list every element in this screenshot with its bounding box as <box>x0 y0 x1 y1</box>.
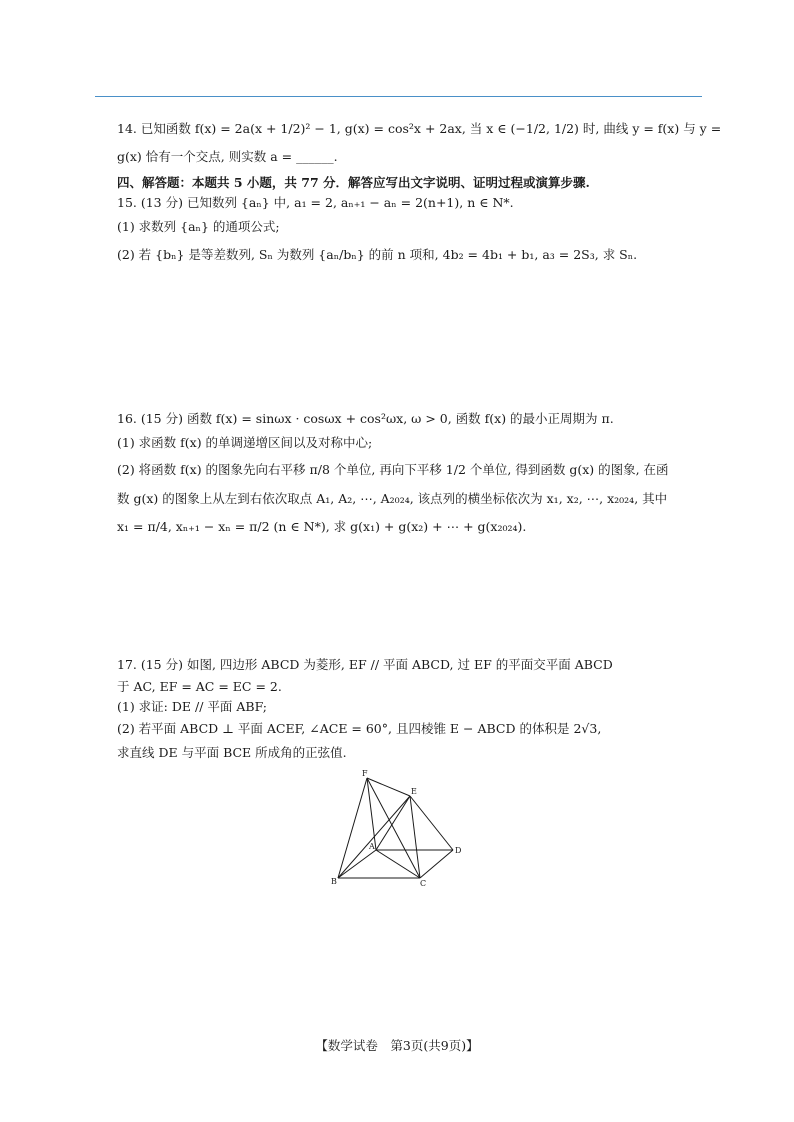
edge-cd <box>420 850 453 878</box>
edge-fb <box>338 778 367 878</box>
q17-stem-line2: 于 AC, EF = AC = EC = 2. <box>117 679 282 694</box>
page-footer: 【数学试卷 第3页(共9页)】 <box>315 1038 479 1053</box>
geometry-figure <box>325 770 475 888</box>
label-f: F <box>362 770 368 778</box>
q15-part2: (2) 若 {bₙ} 是等差数列, Sₙ 为数列 {aₙ/bₙ} 的前 n 项和, 4b₂ = 4b₁ + b₁, a₃ = 2S₃, 求 Sₙ. <box>117 247 638 262</box>
label-b: B <box>331 877 337 886</box>
q17-stem-line1: 17. (15 分) 如图, 四边形 ABCD 为菱形, EF // 平面 ABCD, 过 EF 的平面交平面 ABCD <box>117 657 613 672</box>
section-heading: 四、解答题：本题共 5 小题，共 77 分．解答应写出文字说明、证明过程或演算步骤. <box>117 175 590 190</box>
header-rule <box>95 96 702 97</box>
q17-part1: (1) 求证: DE // 平面 ABF; <box>117 699 268 714</box>
q16-part1: (1) 求函数 f(x) 的单调递增区间以及对称中心; <box>117 435 373 450</box>
edge-fe <box>367 778 410 796</box>
edge-ec <box>410 796 420 878</box>
q17-part2-line1: (2) 若平面 ABCD ⊥ 平面 ACEF, ∠ACE = 60°, 且四棱锥 E − ABCD 的体积是 2√3, <box>117 721 602 736</box>
q15-part1: (1) 求数列 {aₙ} 的通项公式; <box>117 219 280 234</box>
q15-stem: 15. (13 分) 已知数列 {aₙ} 中, a₁ = 2, aₙ₊₁ − aₙ = 2(n+1), n ∈ N*. <box>117 195 514 210</box>
label-c: C <box>420 879 427 888</box>
q16-stem: 16. (15 分) 函数 f(x) = sinωx · cosωx + cos²ωx, ω > 0, 函数 f(x) 的最小正周期为 π. <box>117 411 614 426</box>
q14-line2: g(x) 恰有一个交点, 则实数 a = ______. <box>117 149 338 164</box>
q14-line1: 14. 已知函数 f(x) = 2a(x + 1/2)² − 1, g(x) = cos²x + 2ax, 当 x ∈ (−1/2, 1/2) 时, 曲线 y = f(x) 与 y = <box>117 121 722 136</box>
edge-eb <box>338 796 410 878</box>
label-d: D <box>455 846 462 855</box>
q17-part2-line2: 求直线 DE 与平面 BCE 所成角的正弦值. <box>117 745 347 760</box>
label-e: E <box>411 787 417 796</box>
q16-part2-line3: x₁ = π/4, xₙ₊₁ − xₙ = π/2 (n ∈ N*), 求 g(x₁) + g(x₂) + ⋯ + g(x₂₀₂₄). <box>117 519 527 534</box>
q16-part2-line1: (2) 将函数 f(x) 的图象先向右平移 π/8 个单位, 再向下平移 1/2 个单位, 得到函数 g(x) 的图象, 在函 <box>117 462 669 477</box>
q16-part2-line2: 数 g(x) 的图象上从左到右依次取点 A₁, A₂, ⋯, A₂₀₂₄, 该点列的横坐标依次为 x₁, x₂, ⋯, x₂₀₂₄, 其中 <box>117 491 668 506</box>
edge-ba <box>338 850 376 878</box>
edge-ed <box>410 796 453 850</box>
label-a: A <box>369 842 375 851</box>
edge-ac <box>376 850 420 878</box>
